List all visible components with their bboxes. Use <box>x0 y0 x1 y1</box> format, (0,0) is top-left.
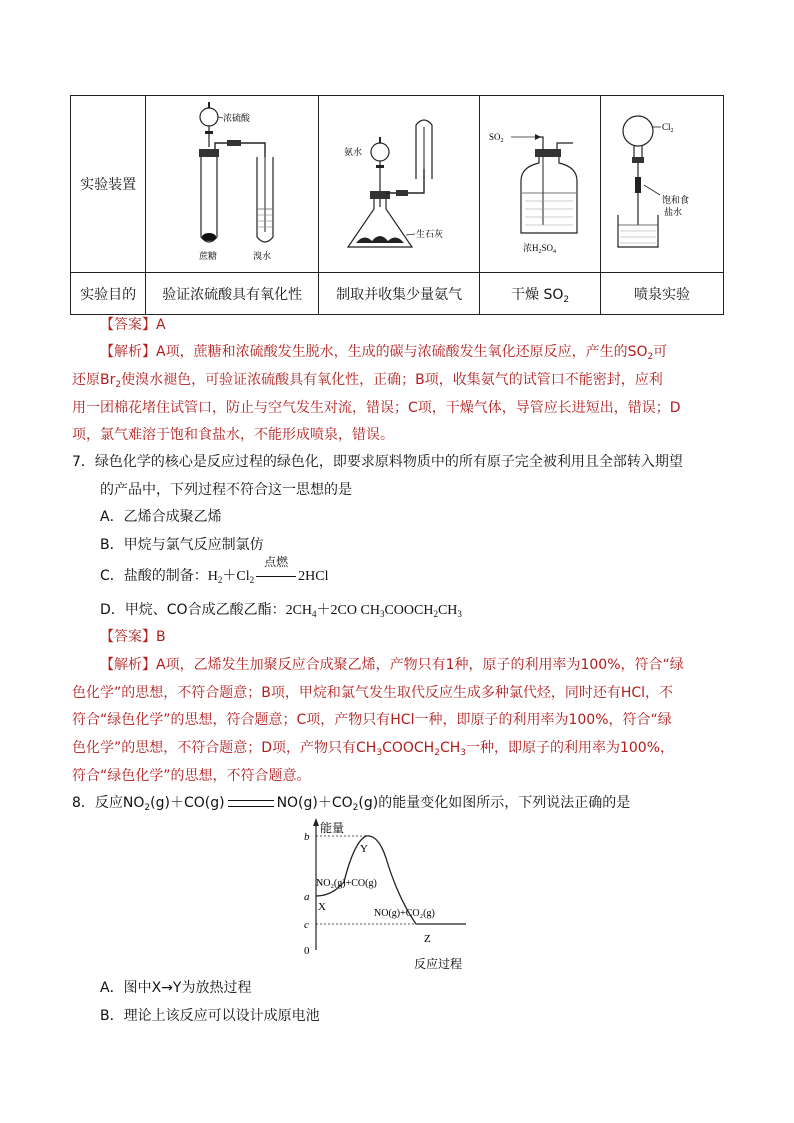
label-cl2: Cl <box>662 122 671 132</box>
reaction-condition: 点燃 <box>254 566 298 586</box>
q7-analysis-line4: 色化学”的思想，不符合题意；D项，产物只有$CH_3COOCH_2CH_3$一种，即原子的利用率为100%， <box>72 740 675 758</box>
label-bromine-water: 溴水 <box>253 252 272 262</box>
fountain-apparatus <box>602 97 722 267</box>
q8-option-b: B．理论上该反应可以设计成原电池 <box>100 1008 320 1024</box>
level-c-label: c <box>304 919 309 931</box>
svg-text:SO2: $SO_2$ <box>489 132 504 144</box>
q7-analysis-line5: 符合“绿色化学”的思想，不符合题意。 <box>72 768 311 784</box>
point-z-label: Z <box>424 933 431 945</box>
apparatus-a <box>146 96 319 273</box>
y-axis-arrow <box>313 818 319 826</box>
purpose-b: 制取并收集少量氨气 <box>319 273 480 315</box>
ammonia-apparatus <box>320 97 478 267</box>
q6-answer: 【答案】A <box>100 317 166 333</box>
level-a-label: a <box>304 891 310 903</box>
purpose-d: 喷泉实验 <box>601 273 724 315</box>
q6-analysis-line2: 还原$Br_2$使溴水褪色，可验证浓硫酸具有氧化性，正确；B项，收集氨气的试管口不能密封，应利 <box>72 372 663 390</box>
q7-stem-line1: 7．绿色化学的核心是反应过程的绿色化，即要求原料物质中的所有原子完全被利用且全部转入期望 <box>72 454 683 470</box>
q6-analysis-line3: 用一团棉花堵住试管口，防止与空气发生对流，错误；C项，干燥气体，导管应长进短出，错误；D <box>72 400 681 416</box>
conc-sulfuric-sugar-apparatus <box>147 97 317 267</box>
point-y-label: Y <box>360 843 368 855</box>
q8-stem: 8．反应$NO_2(g)+CO(g)$ $NO(g)+CO_2(g)$的能量变化如图所示，下列说法正确的是 <box>72 795 631 813</box>
apparatus-c <box>480 96 601 273</box>
table-header-apparatus: 实验装置 <box>71 96 146 273</box>
product-label: NO(g)+CO₂(g) <box>374 908 435 919</box>
label-saturated-brine-2: 盐水 <box>664 208 683 218</box>
x-axis-label: 反应过程 <box>414 957 463 971</box>
y-axis-label: 能量 <box>320 821 345 835</box>
q7-answer: 【答案】B <box>100 629 166 645</box>
label-so2: SO <box>489 132 501 142</box>
q8-option-a: A．图中X→Y为放热过程 <box>100 980 252 996</box>
q7-option-a: A．乙烯合成聚乙烯 <box>100 509 222 525</box>
label-ammonia-water: 氨水 <box>344 148 363 158</box>
purpose-c: 干燥 $SO_2$ <box>480 273 601 315</box>
q6-analysis-line1: 【解析】A项，蔗糖和浓硫酸发生脱水，生成的碳与浓硫酸发生氧化还原反应，产生的$SO_2$可 <box>100 344 668 362</box>
level-b-label: b <box>304 831 310 843</box>
energy-diagram <box>296 818 482 974</box>
q7-analysis-line3: 符合“绿色化学”的思想，符合题意；C项，产物只有HCl一种，即原子的利用率为100%，符合“绿 <box>72 712 672 728</box>
q7-analysis-line1: 【解析】A项，乙烯发生加聚反应合成聚乙烯，产物只有1种，原子的利用率为100%，符合“绿 <box>100 657 684 673</box>
apparatus-d <box>601 96 724 273</box>
experiment-table <box>70 95 724 315</box>
table-header-purpose: 实验目的 <box>71 273 146 315</box>
apparatus-b <box>319 96 480 273</box>
label-conc-acid: 浓硫酸 <box>223 114 251 124</box>
q7-stem-line2: 的产品中，下列过程不符合这一思想的是 <box>100 482 352 498</box>
reactant-label: NO₂(g)+CO(g) <box>316 878 377 889</box>
q7-option-b: B．甲烷与氯气反应制氯仿 <box>100 537 264 553</box>
svg-text:Cl2: $Cl_2$ <box>662 122 674 134</box>
gas-washing-bottle <box>481 97 599 267</box>
q7-analysis-line2: 色化学”的思想，不符合题意；B项，甲烷和氯气发生取代反应生成多种氯代烃，同时还有HCl，不 <box>72 685 674 701</box>
q7-option-d: D．甲烷、CO合成乙酸乙酯：$2CH_4+2CO$ $CH_3COOCH_2CH_3$ <box>100 602 462 619</box>
q7-option-c: C．盐酸的制备：$H_2+Cl_2$ 点燃 2HCl <box>100 555 329 585</box>
label-saturated-brine-1: 饱和食 <box>662 196 690 206</box>
label-conc-h2so4: 浓H <box>523 243 539 253</box>
svg-text:浓H2SO4: 浓$H_2SO_4$ <box>523 243 557 255</box>
purpose-a: 验证浓硫酸具有氧化性 <box>146 273 319 315</box>
point-x-label: X <box>318 901 326 913</box>
origin-label: 0 <box>304 945 310 957</box>
label-sugar: 蔗糖 <box>199 252 218 262</box>
q6-analysis-line4: 项，氯气难溶于饱和食盐水，不能形成喷泉，错误。 <box>72 427 394 443</box>
label-quicklime: 生石灰 <box>416 230 444 240</box>
